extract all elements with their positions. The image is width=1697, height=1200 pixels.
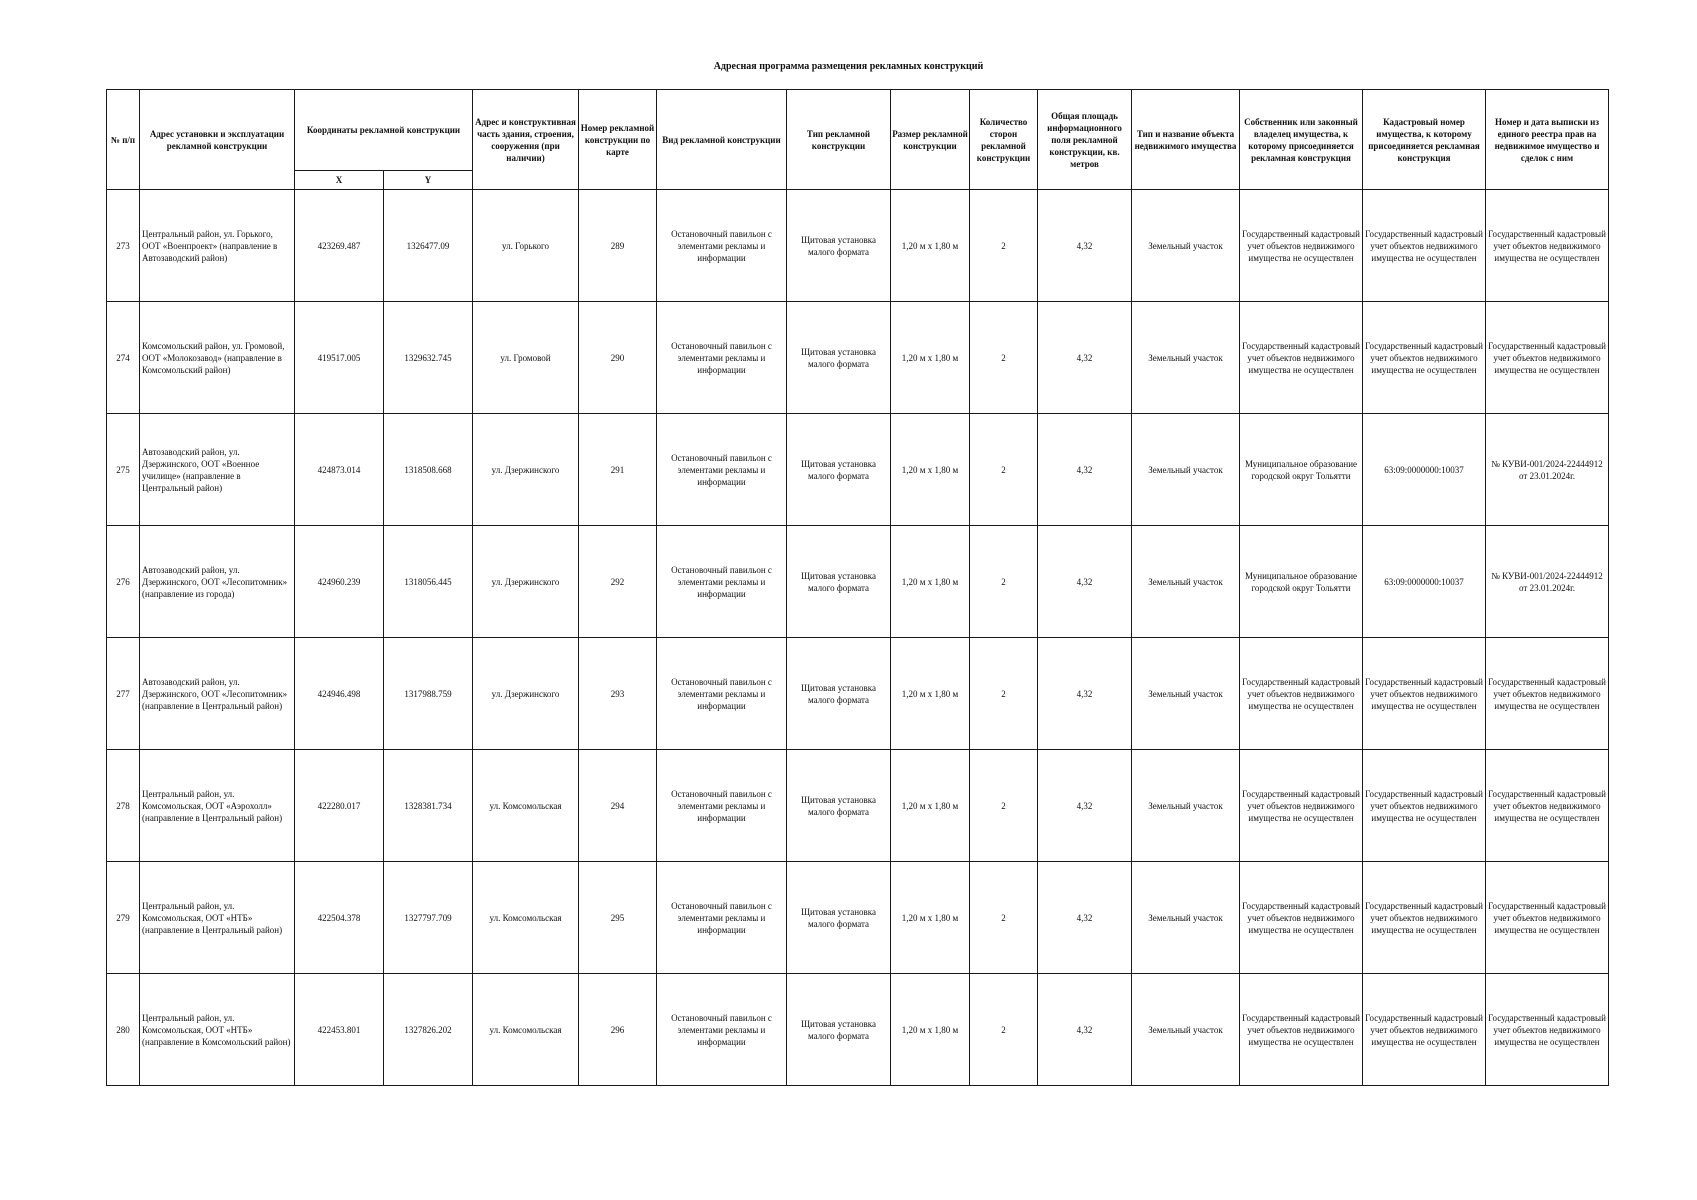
cell-address: Центральный район, ул. Комсомольская, ООТ «НТБ» (направление в Центральный район) <box>140 862 295 974</box>
cell-map-number: 296 <box>579 974 657 1086</box>
cell-map-number: 292 <box>579 526 657 638</box>
cell-map-number: 294 <box>579 750 657 862</box>
cell-y: 1327826.202 <box>384 974 473 1086</box>
cell-x: 422504.378 <box>295 862 384 974</box>
cell-building: ул. Громовой <box>473 302 579 414</box>
cell-cadastral: Государственный кадастровый учет объектов недвижимого имущества не осуществлен <box>1363 638 1486 750</box>
cell-area: 4,32 <box>1038 414 1132 526</box>
table-row <box>107 190 1609 302</box>
cell-sides: 2 <box>970 526 1038 638</box>
table-row <box>107 302 1609 414</box>
advertising-program-table <box>106 89 1609 1086</box>
cell-area: 4,32 <box>1038 190 1132 302</box>
cell-map-number: 289 <box>579 190 657 302</box>
cell-kind: Остановочный павильон с элементами рекламы и информации <box>657 862 787 974</box>
cell-num: 277 <box>107 638 140 750</box>
cell-size: 1,20 м х 1,80 м <box>891 862 970 974</box>
cell-type: Щитовая установка малого формата <box>787 190 891 302</box>
cell-sides: 2 <box>970 638 1038 750</box>
cell-type: Щитовая установка малого формата <box>787 638 891 750</box>
cell-kind: Остановочный павильон с элементами рекламы и информации <box>657 526 787 638</box>
cell-x: 423269.487 <box>295 190 384 302</box>
cell-building: ул. Дзержинского <box>473 414 579 526</box>
header-address: Адрес установки и эксплуатации рекламной конструкции <box>140 90 295 190</box>
header-num: № п/п <box>107 90 140 190</box>
cell-y: 1318056.445 <box>384 526 473 638</box>
cell-area: 4,32 <box>1038 526 1132 638</box>
cell-building: ул. Дзержинского <box>473 526 579 638</box>
cell-num: 279 <box>107 862 140 974</box>
cell-num: 273 <box>107 190 140 302</box>
cell-x: 424960.239 <box>295 526 384 638</box>
cell-property-type: Земельный участок <box>1132 862 1240 974</box>
cell-registry: Государственный кадастровый учет объектов недвижимого имущества не осуществлен <box>1486 638 1609 750</box>
cell-property-type: Земельный участок <box>1132 190 1240 302</box>
header-cadastral: Кадастровый номер имущества, к которому присоединяется рекламная конструкция <box>1363 90 1486 190</box>
cell-kind: Остановочный павильон с элементами рекламы и информации <box>657 190 787 302</box>
cell-size: 1,20 м х 1,80 м <box>891 750 970 862</box>
header-property-type: Тип и название объекта недвижимого имущества <box>1132 90 1240 190</box>
cell-area: 4,32 <box>1038 862 1132 974</box>
cell-area: 4,32 <box>1038 750 1132 862</box>
table-row <box>107 862 1609 974</box>
cell-kind: Остановочный павильон с элементами рекламы и информации <box>657 302 787 414</box>
cell-y: 1329632.745 <box>384 302 473 414</box>
header-owner: Собственник или законный владелец имущества, к которому присоединяется рекламная конструкция <box>1240 90 1363 190</box>
cell-kind: Остановочный павильон с элементами рекламы и информации <box>657 414 787 526</box>
table-row <box>107 526 1609 638</box>
cell-address: Автозаводский район, ул. Дзержинского, ООТ «Лесопитомник» (направление из города) <box>140 526 295 638</box>
cell-sides: 2 <box>970 862 1038 974</box>
cell-area: 4,32 <box>1038 638 1132 750</box>
cell-size: 1,20 м х 1,80 м <box>891 302 970 414</box>
cell-x: 424873.014 <box>295 414 384 526</box>
header-size: Размер рекламной конструкции <box>891 90 970 190</box>
cell-property-type: Земельный участок <box>1132 414 1240 526</box>
cell-cadastral: Государственный кадастровый учет объектов недвижимого имущества не осуществлен <box>1363 302 1486 414</box>
cell-cadastral: Государственный кадастровый учет объектов недвижимого имущества не осуществлен <box>1363 862 1486 974</box>
cell-building: ул. Комсомольская <box>473 750 579 862</box>
cell-size: 1,20 м х 1,80 м <box>891 190 970 302</box>
cell-map-number: 295 <box>579 862 657 974</box>
cell-building: ул. Комсомольская <box>473 974 579 1086</box>
cell-type: Щитовая установка малого формата <box>787 526 891 638</box>
cell-size: 1,20 м х 1,80 м <box>891 974 970 1086</box>
cell-registry: № КУВИ-001/2024-22444912 от 23.01.2024г. <box>1486 414 1609 526</box>
table-row <box>107 974 1609 1086</box>
cell-y: 1326477.09 <box>384 190 473 302</box>
cell-type: Щитовая установка малого формата <box>787 862 891 974</box>
cell-property-type: Земельный участок <box>1132 302 1240 414</box>
cell-sides: 2 <box>970 302 1038 414</box>
document-title: Адресная программа размещения рекламных конструкций <box>713 61 984 72</box>
cell-sides: 2 <box>970 190 1038 302</box>
cell-type: Щитовая установка малого формата <box>787 974 891 1086</box>
cell-property-type: Земельный участок <box>1132 974 1240 1086</box>
cell-owner: Государственный кадастровый учет объектов недвижимого имущества не осуществлен <box>1240 750 1363 862</box>
cell-map-number: 293 <box>579 638 657 750</box>
cell-address: Центральный район, ул. Комсомольская, ООТ «НТБ» (направление в Комсомольский район) <box>140 974 295 1086</box>
cell-owner: Государственный кадастровый учет объектов недвижимого имущества не осуществлен <box>1240 638 1363 750</box>
cell-address: Комсомольский район, ул. Громовой, ООТ «Молокозавод» (направление в Комсомольский район) <box>140 302 295 414</box>
cell-x: 419517.005 <box>295 302 384 414</box>
cell-y: 1327797.709 <box>384 862 473 974</box>
cell-cadastral: 63:09:0000000:10037 <box>1363 414 1486 526</box>
cell-property-type: Земельный участок <box>1132 526 1240 638</box>
cell-property-type: Земельный участок <box>1132 750 1240 862</box>
header-registry: Номер и дата выписки из единого реестра прав на недвижимое имущество и сделок с ним <box>1486 90 1609 190</box>
cell-map-number: 290 <box>579 302 657 414</box>
header-map-number: Номер рекламной конструкции по карте <box>579 90 657 190</box>
cell-address: Центральный район, ул. Комсомольская, ООТ «Аэрохолл» (направление в Центральный район) <box>140 750 295 862</box>
cell-size: 1,20 м х 1,80 м <box>891 638 970 750</box>
cell-num: 276 <box>107 526 140 638</box>
cell-address: Автозаводский район, ул. Дзержинского, ООТ «Военное училище» (направление в Центральный район) <box>140 414 295 526</box>
cell-cadastral: Государственный кадастровый учет объектов недвижимого имущества не осуществлен <box>1363 190 1486 302</box>
cell-sides: 2 <box>970 974 1038 1086</box>
cell-x: 422280.017 <box>295 750 384 862</box>
header-coordinates: Координаты рекламной конструкции <box>295 90 473 171</box>
header-type: Тип рекламной конструкции <box>787 90 891 190</box>
cell-registry: Государственный кадастровый учет объектов недвижимого имущества не осуществлен <box>1486 302 1609 414</box>
cell-cadastral: 63:09:0000000:10037 <box>1363 526 1486 638</box>
table-body <box>107 190 1609 1086</box>
cell-owner: Муниципальное образование городской округ Тольятти <box>1240 526 1363 638</box>
cell-building: ул. Дзержинского <box>473 638 579 750</box>
cell-registry: Государственный кадастровый учет объектов недвижимого имущества не осуществлен <box>1486 862 1609 974</box>
cell-kind: Остановочный павильон с элементами рекламы и информации <box>657 750 787 862</box>
header-building: Адрес и конструктивная часть здания, строения, сооружения (при наличии) <box>473 90 579 190</box>
cell-y: 1317988.759 <box>384 638 473 750</box>
cell-y: 1318508.668 <box>384 414 473 526</box>
cell-num: 274 <box>107 302 140 414</box>
header-y: Y <box>384 171 473 190</box>
table-row <box>107 638 1609 750</box>
table-header <box>107 90 1609 190</box>
cell-owner: Государственный кадастровый учет объектов недвижимого имущества не осуществлен <box>1240 302 1363 414</box>
cell-cadastral: Государственный кадастровый учет объектов недвижимого имущества не осуществлен <box>1363 974 1486 1086</box>
cell-y: 1328381.734 <box>384 750 473 862</box>
cell-num: 275 <box>107 414 140 526</box>
cell-x: 422453.801 <box>295 974 384 1086</box>
cell-type: Щитовая установка малого формата <box>787 414 891 526</box>
table-row <box>107 750 1609 862</box>
cell-kind: Остановочный павильон с элементами рекламы и информации <box>657 638 787 750</box>
cell-registry: Государственный кадастровый учет объектов недвижимого имущества не осуществлен <box>1486 750 1609 862</box>
cell-map-number: 291 <box>579 414 657 526</box>
cell-sides: 2 <box>970 750 1038 862</box>
cell-type: Щитовая установка малого формата <box>787 302 891 414</box>
header-x: X <box>295 171 384 190</box>
header-area: Общая площадь информационного поля рекламной конструкции, кв. метров <box>1038 90 1132 190</box>
table-row <box>107 414 1609 526</box>
cell-size: 1,20 м х 1,80 м <box>891 414 970 526</box>
cell-registry: Государственный кадастровый учет объектов недвижимого имущества не осуществлен <box>1486 974 1609 1086</box>
cell-cadastral: Государственный кадастровый учет объектов недвижимого имущества не осуществлен <box>1363 750 1486 862</box>
cell-owner: Муниципальное образование городской округ Тольятти <box>1240 414 1363 526</box>
cell-kind: Остановочный павильон с элементами рекламы и информации <box>657 974 787 1086</box>
cell-size: 1,20 м х 1,80 м <box>891 526 970 638</box>
cell-registry: Государственный кадастровый учет объектов недвижимого имущества не осуществлен <box>1486 190 1609 302</box>
cell-area: 4,32 <box>1038 302 1132 414</box>
cell-type: Щитовая установка малого формата <box>787 750 891 862</box>
cell-property-type: Земельный участок <box>1132 638 1240 750</box>
cell-owner: Государственный кадастровый учет объектов недвижимого имущества не осуществлен <box>1240 862 1363 974</box>
cell-owner: Государственный кадастровый учет объектов недвижимого имущества не осуществлен <box>1240 974 1363 1086</box>
cell-owner: Государственный кадастровый учет объектов недвижимого имущества не осуществлен <box>1240 190 1363 302</box>
cell-building: ул. Горького <box>473 190 579 302</box>
cell-num: 278 <box>107 750 140 862</box>
cell-address: Центральный район, ул. Горького, ООТ «Военпроект» (направление в Автозаводский район) <box>140 190 295 302</box>
header-sides: Количество сторон рекламной конструкции <box>970 90 1038 190</box>
header-kind: Вид рекламной конструкции <box>657 90 787 190</box>
cell-building: ул. Комсомольская <box>473 862 579 974</box>
cell-registry: № КУВИ-001/2024-22444912 от 23.01.2024г. <box>1486 526 1609 638</box>
cell-address: Автозаводский район, ул. Дзержинского, ООТ «Лесопитомник» (направление в Центральный район) <box>140 638 295 750</box>
cell-num: 280 <box>107 974 140 1086</box>
cell-x: 424946.498 <box>295 638 384 750</box>
cell-sides: 2 <box>970 414 1038 526</box>
cell-area: 4,32 <box>1038 974 1132 1086</box>
